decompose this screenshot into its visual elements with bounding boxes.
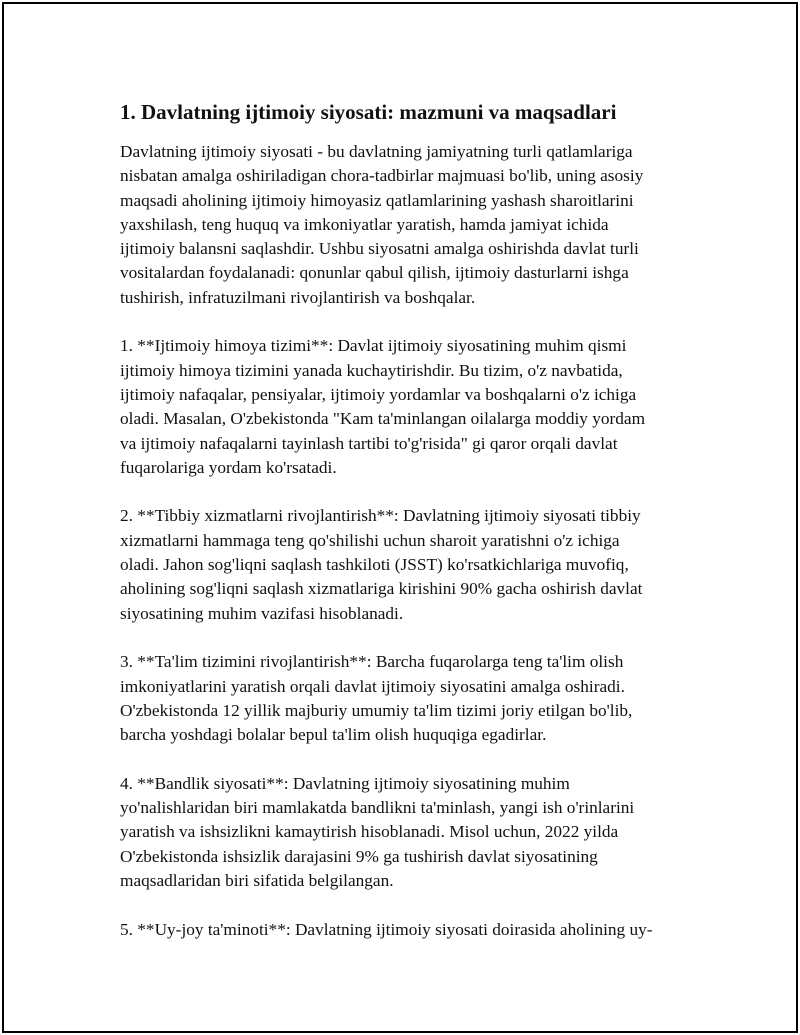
text-line: O'zbekistonda 12 yillik majburiy umumiy ta'lim tizimi joriy etilgan bo'lib, [120, 700, 633, 720]
text-line: maqsadi aholining ijtimoiy himoyasiz qatlamlarining yashash sharoitlarini [120, 190, 634, 210]
text-line: yaxshilash, teng huquq va imkoniyatlar yaratish, hamda jamiyat ichida [120, 214, 609, 234]
text-line: yo'nalishlaridan biri mamlakatda bandlikni ta'minlash, yangi ish o'rinlarini [120, 798, 635, 818]
text-line: tushirish, infratuzilmani rivojlantirish va boshqalar. [120, 287, 476, 307]
list-item-housing [120, 918, 700, 942]
text-line: xizmatlarni hammaga teng qo'shilishi uchun sharoit yaratishni o'z ichiga [120, 530, 620, 550]
text-line: 4. **Bandlik siyosati**: Davlatning ijtimoiy siyosatining muhim [120, 773, 570, 793]
list-item-employment [120, 772, 700, 893]
list-item-education [120, 650, 700, 747]
text-line: va ijtimoiy nafaqalarni tayinlash tartibi to'g'risida" gi qaror orqali davlat [120, 433, 618, 453]
text-line: ijtimoiy balansni saqlashdir. Ushbu siyosatni amalga oshirishda davlat turli [120, 239, 639, 259]
text-line: Davlatning ijtimoiy siyosati - bu davlatning jamiyatning turli qatlamlariga [120, 142, 633, 161]
text-line: imkoniyatlarini yaratish orqali davlat ijtimoiy siyosatini amalga oshiradi. [120, 676, 625, 696]
text-line: yaratish va ishsizlikni kamaytirish hisoblanadi. Misol uchun, 2022 yilda [120, 822, 619, 842]
text-line: oladi. Masalan, O'zbekistonda "Kam ta'minlangan oilalarga moddiy yordam [120, 409, 646, 429]
text-line: nisbatan amalga oshiriladigan chora-tadbirlar majmuasi bo'lib, uning asosiy [120, 166, 644, 186]
text-line: vositalardan foydalanadi: qonunlar qabul qilish, ijtimoiy dasturlarni ishga [120, 263, 629, 283]
text-line: ijtimoiy nafaqalar, pensiyalar, ijtimoiy yordamlar va boshqalarni o'z ichiga [120, 384, 637, 404]
text-line: 1. **Ijtimoiy himoya tizimi**: Davlat ijtimoiy siyosatining muhim qismi [120, 336, 627, 356]
list-item-medical-services [120, 504, 700, 625]
text-line: barcha yoshdagi bolalar bepul ta'lim olish huquqiga egadirlar. [120, 725, 547, 745]
text-line: 3. **Ta'lim tizimini rivojlantirish**: Barcha fuqarolarga teng ta'lim olish [120, 652, 624, 672]
document-content [120, 98, 700, 966]
section-heading: 1. Davlatning ijtimoiy siyosati: mazmuni va maqsadlari [120, 100, 617, 124]
text-line: maqsadlaridan biri sifatida belgilangan. [120, 870, 394, 890]
text-line: 2. **Tibbiy xizmatlarni rivojlantirish**: Davlatning ijtimoiy siyosati tibbiy [120, 506, 641, 526]
text-line: fuqarolariga yordam ko'rsatadi. [120, 457, 337, 477]
text-line: 5. **Uy-joy ta'minoti**: Davlatning ijtimoiy siyosati doirasida aholining uy- [120, 919, 653, 939]
intro-paragraph [120, 140, 700, 310]
text-line: O'zbekistonda ishsizlik darajasini 9% ga tushirish davlat siyosatining [120, 846, 598, 866]
text-line: oladi. Jahon sog'liqni saqlash tashkiloti (JSST) ko'rsatkichlariga muvofiq, [120, 555, 629, 575]
list-item-social-protection [120, 334, 700, 480]
text-line: aholining sog'liqni saqlash xizmatlariga kirishini 90% gacha oshirish davlat [120, 579, 643, 599]
text-line: siyosatining muhim vazifasi hisoblanadi. [120, 603, 404, 623]
document-page [2, 2, 798, 1033]
text-line: ijtimoiy himoya tizimini yanada kuchaytirishdir. Bu tizim, o'z navbatida, [120, 360, 623, 380]
